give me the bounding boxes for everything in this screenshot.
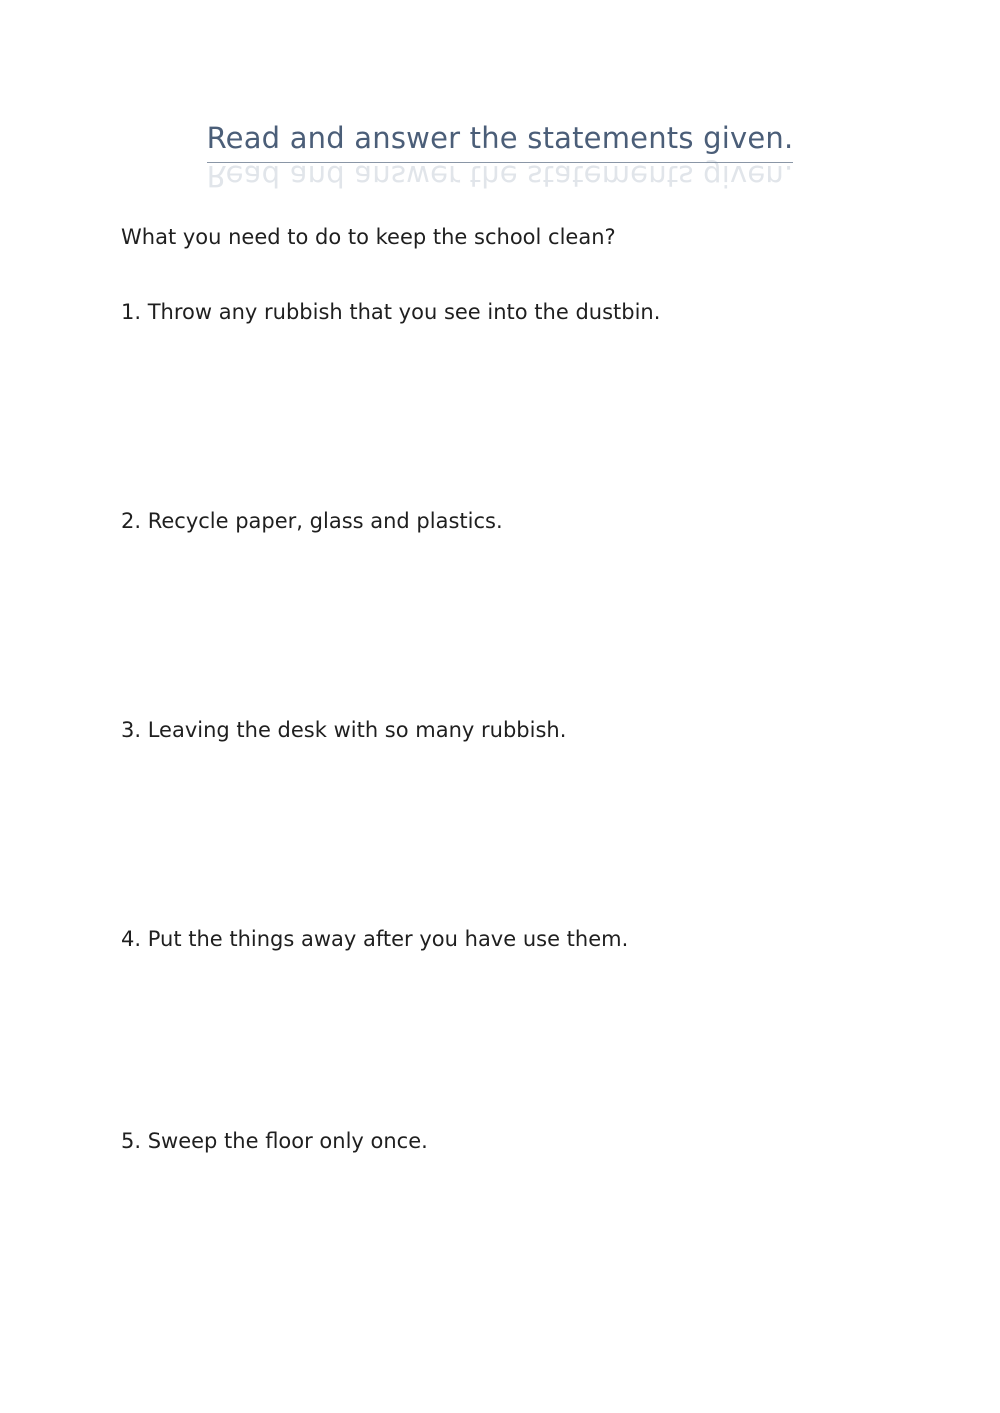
statement-3: 3. Leaving the desk with so many rubbish. [121,718,567,742]
title-text [206,118,794,193]
statement-1: 1. Throw any rubbish that you see into the dustbin. [121,300,661,324]
title-reflection-text: Read and answer the statements given. [206,159,794,193]
statement-5: 5. Sweep the floor only once. [121,1129,428,1153]
title-reflection [206,159,794,193]
statement-2: 2. Recycle paper, glass and plastics. [121,509,503,533]
statement-4: 4. Put the things away after you have use them. [121,927,629,951]
question-prompt: What you need to do to keep the school clean? [121,225,616,249]
title-label: Read and answer the statements given. [206,121,794,155]
worksheet-title [0,118,1000,193]
